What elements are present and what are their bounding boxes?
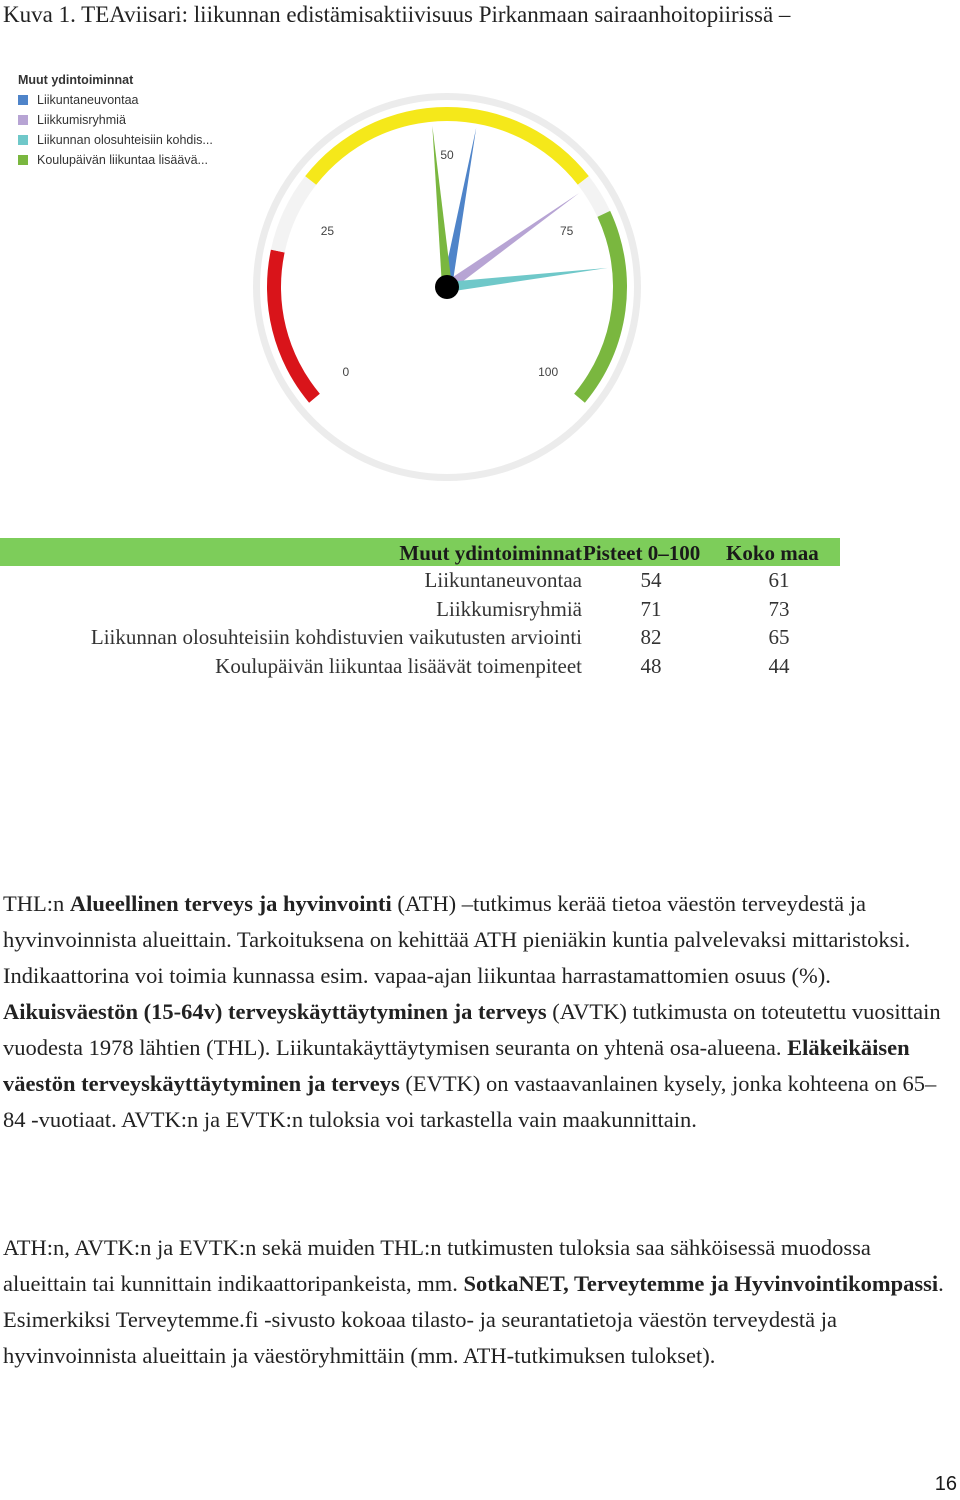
gauge-tick-label: 50 bbox=[440, 148, 454, 162]
text-run: . Esimerkiksi Terveytemme.fi -sivusto kokoaa tilasto- ja seurantatietoja väestön terveydestä ja hyvinvoinnista alueittain ja väestöryhmittäin (mm. ATH-tutkimuksen tulokset). bbox=[3, 1271, 944, 1368]
text-run: (ATH) –tutkimus kerää tietoa väestön terveydestä ja hyvinvoinnista alueittain. Tarkoituksena on kehittää ATH pieniäkin kuntia palvelevaksi mittaristoksi. Indikaattorina voi toimia kunnassa esim. vapaa-ajan liikuntaa harrastamattomien osuus (%). bbox=[3, 891, 911, 988]
legend-title: Muut ydintoiminnat bbox=[18, 73, 134, 87]
legend-swatch bbox=[18, 95, 28, 105]
paragraph-indicator-banks bbox=[3, 1230, 953, 1374]
table-row bbox=[0, 623, 840, 652]
legend-label: Liikuntaneuvontaa bbox=[37, 93, 139, 107]
legend-item bbox=[18, 90, 213, 110]
scores-table bbox=[0, 538, 840, 680]
gauge-tick-label: 100 bbox=[538, 364, 559, 379]
table-header bbox=[0, 538, 840, 566]
row-country: 73 bbox=[768, 596, 790, 621]
table-row bbox=[0, 595, 840, 624]
row-score: 54 bbox=[640, 568, 662, 592]
row-score: 71 bbox=[640, 596, 662, 621]
header-country: Koko maa bbox=[726, 541, 819, 565]
paragraph-ath bbox=[3, 886, 953, 1138]
bold-run: Alueellinen terveys ja hyvinvointi bbox=[69, 891, 392, 916]
row-label: Koulupäivän liikuntaa lisäävät toimenpiteet bbox=[215, 653, 582, 678]
header-category: Muut ydintoiminnat bbox=[399, 541, 582, 565]
legend-label: Liikunnan olosuhteisiin kohdis... bbox=[37, 133, 213, 147]
legend-item bbox=[18, 110, 213, 130]
text-run: (AVTK) tutkimusta on toteutettu vuosittain vuodesta 1978 lähtien (THL). Liikuntakäyttäytymisen seuranta on yhtenä osa-alueena. bbox=[3, 999, 941, 1060]
row-country: 44 bbox=[768, 653, 790, 678]
legend-item bbox=[18, 150, 213, 170]
page-number: 16 bbox=[934, 1473, 957, 1495]
bold-run: SotkaNET, Terveytemme ja Hyvinvointikompassi bbox=[463, 1271, 939, 1296]
legend-swatch bbox=[18, 155, 28, 165]
row-country: 61 bbox=[768, 568, 790, 592]
bold-run: Eläkeikäisen väestön terveyskäyttäytyminen ja terveys bbox=[3, 1035, 910, 1096]
text-run: THL:n bbox=[3, 891, 70, 916]
gauge-tick-label: 25 bbox=[320, 224, 335, 239]
row-label: Liikkumisryhmiä bbox=[436, 596, 582, 621]
legend-swatch bbox=[18, 135, 28, 145]
row-country: 65 bbox=[768, 625, 790, 649]
legend-label: Koulupäivän liikuntaa lisäävä... bbox=[37, 153, 208, 167]
gauge-hub bbox=[435, 275, 459, 299]
legend-label: Liikkumisryhmiä bbox=[37, 113, 126, 127]
row-score: 48 bbox=[640, 653, 662, 678]
gauge-tick-label: 75 bbox=[559, 224, 574, 239]
gauge-tick-label: 0 bbox=[342, 364, 350, 379]
row-score: 82 bbox=[640, 625, 662, 649]
legend-swatch bbox=[18, 115, 28, 125]
text-run: (EVTK) on vastaavanlainen kysely, jonka kohteena on 65–84 -vuotiaat. AVTK:n ja EVTK:n tuloksia voi tarkastella vain maakunnittain. bbox=[3, 1071, 937, 1132]
table-row bbox=[0, 566, 840, 595]
row-label: Liikunnan olosuhteisiin kohdistuvien vaikutusten arviointi bbox=[90, 625, 582, 649]
chart-legend bbox=[18, 70, 213, 170]
table-row bbox=[0, 652, 840, 681]
legend-item bbox=[18, 130, 213, 150]
bold-run: Aikuisväestön (15-64v) terveyskäyttäytyminen ja terveys bbox=[3, 999, 547, 1024]
header-score: Pisteet 0–100 bbox=[583, 541, 701, 565]
row-label: Liikuntaneuvontaa bbox=[424, 568, 582, 592]
figure-caption: Kuva 1. TEAviisari: liikunnan edistämisaktiivisuus Pirkanmaan sairaanhoitopiirissä – bbox=[3, 2, 791, 27]
text-run: ATH:n, AVTK:n ja EVTK:n sekä muiden THL:n tutkimusten tuloksia saa sähköisessä muodossa alueittain tai kunnittain indikaattoripankeista, mm. bbox=[3, 1235, 871, 1296]
